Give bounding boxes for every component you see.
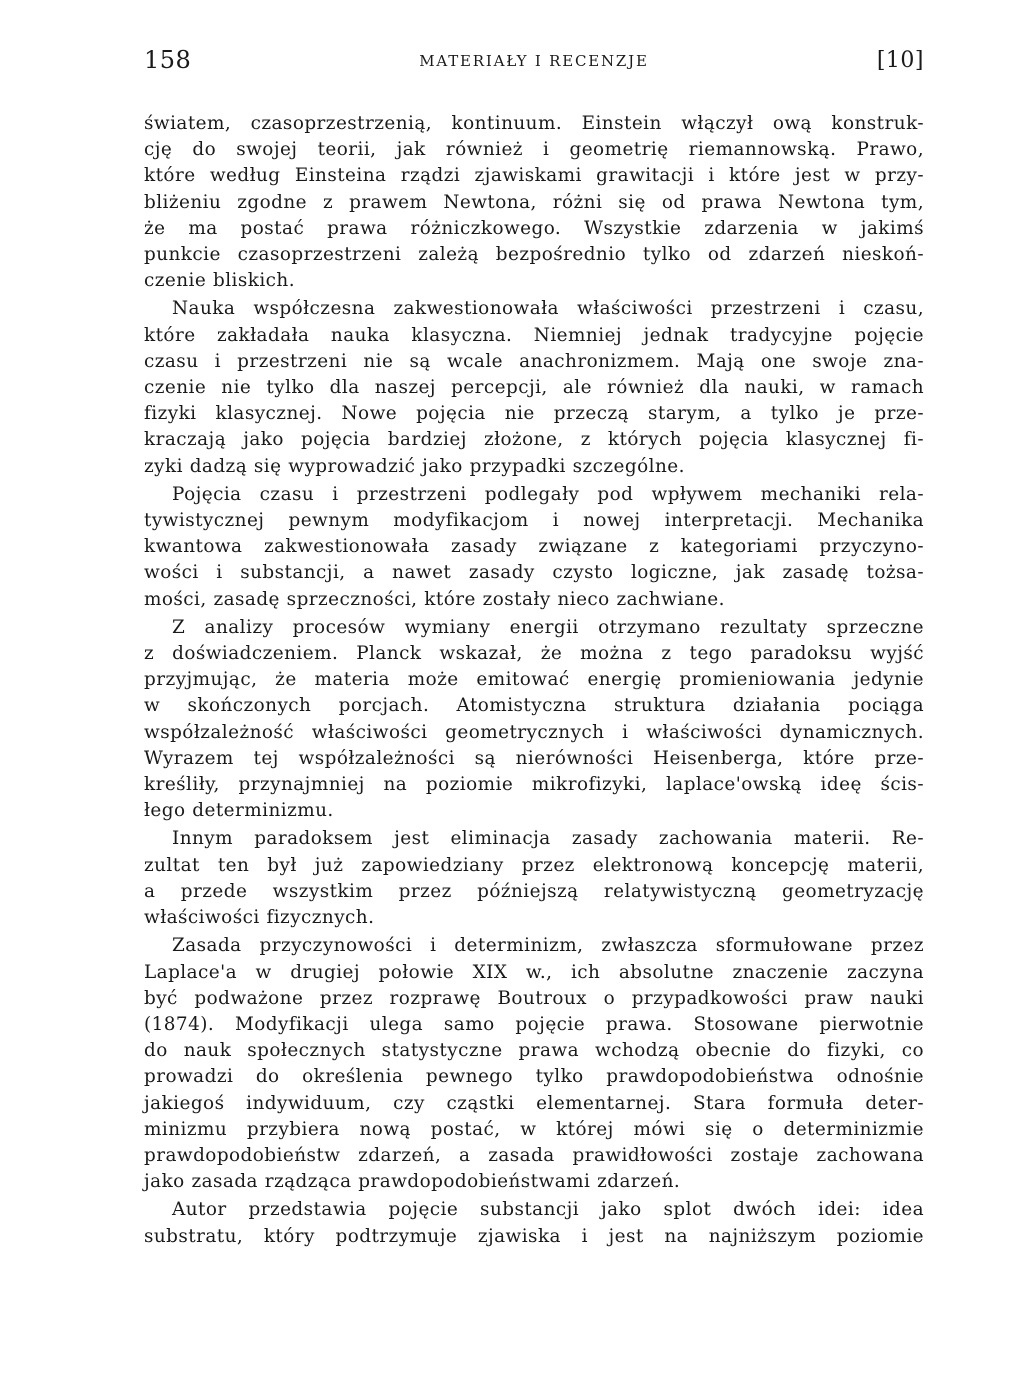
text-line: przyjmując, że materia może emitować energię promieniowania jedynie [144,669,924,691]
paragraph [144,482,924,613]
text-line: a przede wszystkim przez późniejszą relatywistyczną geometryzację [144,880,924,902]
text-line: kreśliły, przynajmniej na poziomie mikrofizyki, laplace'owską ideę ścis- [144,774,924,796]
text-line: (1874). Modyfikacji ulega samo pojęcie prawa. Stosowane pierwotnie [144,1013,924,1035]
page-header [144,38,924,78]
text-line: do nauk społecznych statystyczne prawa wchodzą obecnie do fizyki, co [144,1040,924,1062]
page-number: 158 [144,46,192,74]
text-line: Wyrazem tej współzależności są nierówności Heisenberga, które prze- [144,747,924,769]
text-line: minizmu przybiera nową postać, w której mówi się o determinizmie [144,1118,924,1140]
section-number: [10] [876,48,924,73]
text-line: które zakładała nauka klasyczna. Niemniej jednak tradycyjne pojęcie [144,324,924,346]
text-line: w skończonych porcjach. Atomistyczna struktura działania pociąga [144,695,924,717]
text-line: cję do swojej teorii, jak również i geometrię riemannowską. Prawo, [144,139,924,161]
text-line: właściwości fizycznych. [144,907,375,929]
text-line: współzależność właściwości geometrycznych i właściwości dynamicznych. [144,721,924,743]
text-line: tywistycznej pewnym modyfikacjom i nowej interpretacji. Mechanika [144,510,924,532]
text-line: zyki dadzą się wyprowadzić jako przypadki szczególne. [144,455,685,477]
text-line: prawdopodobieństw zdarzeń, a zasada prawidłowości zostaje zachowana [144,1144,924,1166]
paragraph [144,615,924,825]
text-line: Laplace'a w drugiej połowie XIX w., ich absolutne znaczenie zaczyna [144,961,924,983]
text-line: wości i substancji, a nawet zasady czysto logiczne, jak zasadę tożsa- [144,562,924,584]
text-line: Nauka współczesna zakwestionowała właściwości przestrzeni i czasu, [172,298,924,320]
text-line: czenie bliskich. [144,270,296,292]
text-line: Autor przedstawia pojęcie substancji jako splot dwóch idei: idea [172,1199,924,1221]
text-line: z doświadczeniem. Planck wskazał, że można z tego paradoksu wyjść [144,643,924,665]
text-line: punkcie czasoprzestrzeni zależą bezpośrednio tylko od zdarzeń nieskoń- [144,244,924,266]
text-line: Pojęcia czasu i przestrzeni podlegały pod wpływem mechaniki rela- [172,483,924,505]
text-line: substratu, który podtrzymuje zjawiska i jest na najniższym poziomie [144,1225,924,1247]
text-line: być podważone przez rozprawę Boutroux o przypadkowości praw nauki [144,987,924,1009]
text-line: Zasada przyczynowości i determinizm, zwłaszcza sformułowane przez [172,935,924,957]
text-line: Innym paradoksem jest eliminacja zasady zachowania materii. Re- [172,828,924,850]
text-line: łego determinizmu. [144,800,334,822]
running-title: MATERIAŁY I RECENZJE [419,52,649,70]
body-text [144,111,924,1252]
text-line: czasu i przestrzeni nie są wcale anachronizmem. Mają one swoje zna- [144,350,924,372]
text-line: jako zasada rządząca prawdopodobieństwami zdarzeń. [144,1171,681,1193]
text-line: zultat ten był już zapowiedziany przez elektronową koncepcję materii, [144,854,924,876]
text-line: światem, czasoprzestrzenią, kontinuum. Einstein włączył ową konstruk- [144,113,924,134]
text-line: prowadzi do określenia pewnego tylko prawdopodobieństwa odnośnie [144,1066,924,1088]
text-line: bliżeniu zgodne z prawem Newtona, różni się od prawa Newtona tym, [144,191,924,213]
paragraph [144,933,924,1195]
text-line: które według Einsteina rządzi zjawiskami grawitacji i które jest w przy- [144,165,924,187]
text-line: że ma postać prawa różniczkowego. Wszystkie zdarzenia w jakimś [144,217,924,239]
text-line: fizyki klasycznej. Nowe pojęcia nie przeczą starym, a tylko je prze- [144,403,924,425]
paragraph [144,1197,924,1249]
paragraph [144,296,924,479]
text-line: kraczają jako pojęcia bardziej złożone, z których pojęcia klasycznej fi- [144,429,924,451]
text-line: kwantowa zakwestionowała zasady związane z kategoriami przyczyno- [144,536,924,558]
text-line: mości, zasadę sprzeczności, które zostały nieco zachwiane. [144,588,725,610]
text-line: Z analizy procesów wymiany energii otrzymano rezultaty sprzeczne [172,616,924,638]
text-line: czenie nie tylko dla naszej percepcji, ale również dla nauki, w ramach [144,377,924,399]
text-line: jakiegoś indywiduum, czy cząstki elementarnej. Stara formuła deter- [144,1092,924,1114]
paragraph-continuation [144,111,924,294]
paragraph [144,826,924,931]
